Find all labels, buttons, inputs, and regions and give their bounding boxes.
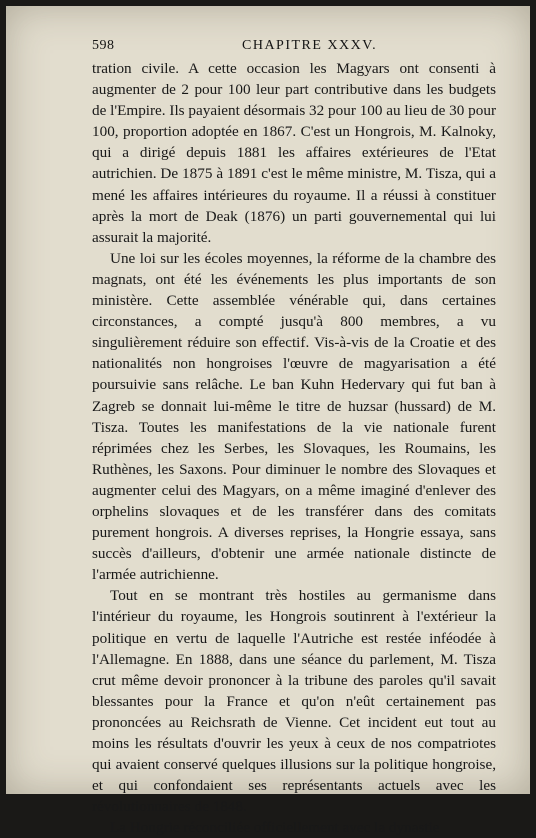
paragraph: Tout en se montrant très hostiles au germanisme dans l'intérieur du royaume, les Hongrois soutinrent à l'extérieur la politique en vertu de laquelle l'Autriche est restée inféodée à l'Allemagne. En 1888, dans une séance du parlement, M. Tisza crut même devoir prononcer à la tribune des paroles qu'il savait blessantes pour la France et qu'on n'eût certainement pas prononcées au Reichsrath de Vienne. Cet incident eut tout au moins les résultats d'ouvrir les yeux à ceux de nos compatriotes qui avaient conservé quelques illusions sur la politique hongroise, et qui confondaient ses représentants actuels avec les révolutionnaires de 1848. [92, 587, 496, 816]
book-page [6, 6, 530, 837]
page-number: 598 [92, 38, 115, 53]
paragraph: tration civile. A cette occasion les Magyars ont consenti à augmenter de 2 pour 100 leur part contributive dans les budgets de l'Empire. Ils payaient désormais 32 pour 100 au lieu de 30 pour 100, proportion adoptée en 1867. C'est un Hongrois, M. Kalnoky, qui a dirigé depuis 1881 les affaires extérieures de l'Etat autrichien. De 1875 à 1891 c'est le même ministre, M. Tisza, qui a mené les affaires intérieures du royaume. Il a réussi à constituer après la mort de Deak (1876) un parti gouvernemental qui lui assurait la majorité. [92, 60, 496, 246]
chapter-title: CHAPITRE XXXV. [242, 38, 378, 53]
body-text [92, 58, 496, 838]
paragraph: Une loi sur les écoles moyennes, la réforme de la chambre des magnats, ont été les événements les plus importants de son ministère. Cette assemblée vénérable qui, dans certaines circonstances, a compté jusqu'à 800 membres, a vu singulièrement réduire son effectif. Vis-à-vis de la Croatie et des nationalités non hongroises l'œuvre de magyarisation a été poursuivie sans relâche. Le ban Kuhn Hedervary qui fut ban à Zagreb se donnait lui-même le titre de huzsar (hussard) de M. Tisza. Toutes les manifestations de la vie nationale furent réprimées chez les Serbes, les Slovaques, les Roumains, les Ruthènes, les Saxons. Pour diminuer le nombre des Slovaques et augmenter celui des Magyars, on a même imaginé d'enlever des orphelins slovaques et de les transférer dans des comitats purement hongrois. A diverses reprises, la Hongrie essaya, sans succès d'ailleurs, d'obtenir une armée nationale distincte de l'armée autrichienne. [92, 249, 496, 584]
paragraph: La Hongrie réconciliée officiellement avec la dynastie [110, 819, 440, 837]
running-head [92, 38, 498, 58]
